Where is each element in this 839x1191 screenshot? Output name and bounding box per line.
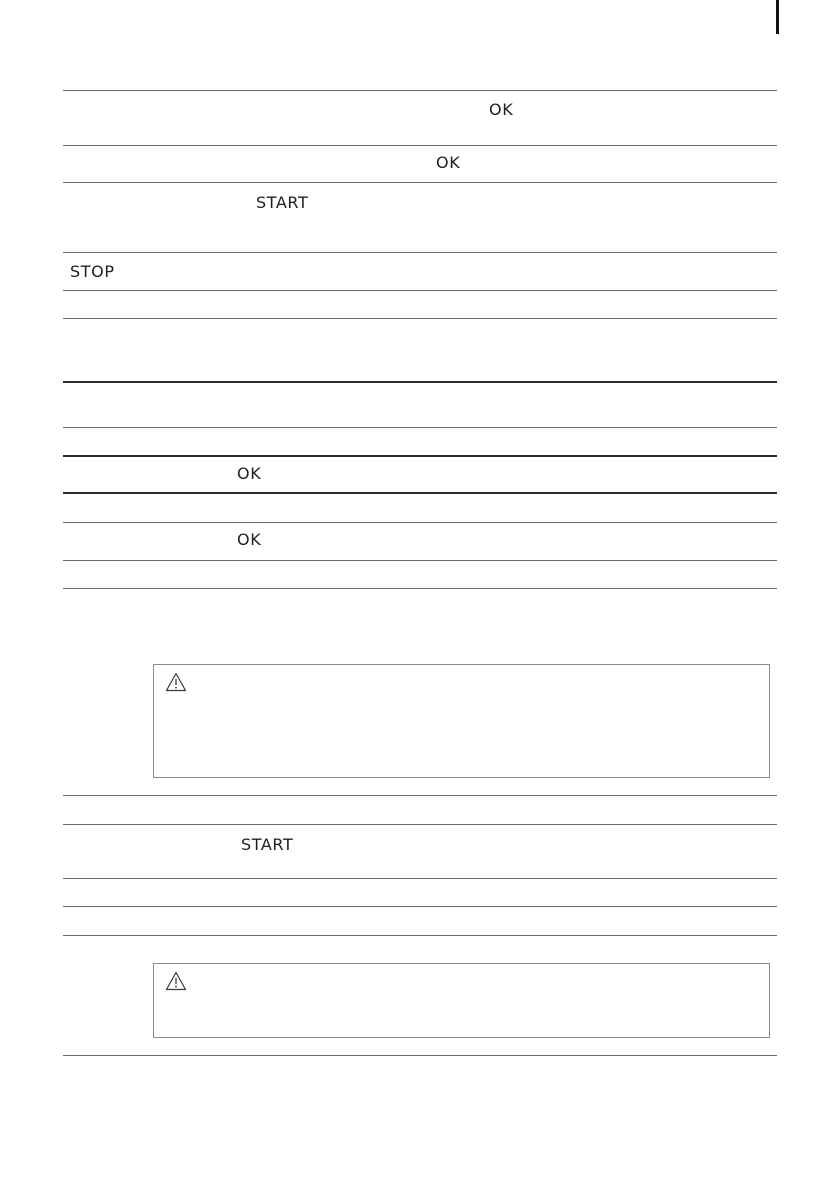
- warning-triangle-icon: [165, 672, 187, 692]
- table-row-divider: [63, 318, 777, 319]
- warning-box: [153, 664, 770, 778]
- table-row-divider: [63, 522, 777, 523]
- table-row-divider: [63, 878, 777, 879]
- page-edge-marker: [776, 0, 779, 34]
- table-row-divider: [63, 1055, 777, 1056]
- table-section-divider: [63, 381, 777, 383]
- ok-button-label: OK: [237, 464, 262, 483]
- table-row-divider: [63, 824, 777, 825]
- table-row-divider: [63, 145, 777, 146]
- table-row-divider: [63, 795, 777, 796]
- table-row-divider: [63, 560, 777, 561]
- table-row-divider: [63, 252, 777, 253]
- table-row-divider: [63, 935, 777, 936]
- ok-button-label: OK: [489, 100, 514, 119]
- table-row-divider: [63, 90, 777, 91]
- warning-triangle-icon: [165, 971, 187, 991]
- table-row-divider: [63, 182, 777, 183]
- ok-button-label: OK: [436, 153, 461, 172]
- ok-button-label: OK: [237, 530, 262, 549]
- table-row-divider: [63, 906, 777, 907]
- table-row-divider: [63, 588, 777, 589]
- table-section-divider: [63, 492, 777, 494]
- warning-box: [153, 963, 770, 1038]
- stop-button-label: STOP: [70, 262, 115, 281]
- start-button-label: START: [241, 835, 294, 854]
- table-section-divider: [63, 455, 777, 457]
- start-button-label: START: [256, 193, 309, 212]
- table-row-divider: [63, 427, 777, 428]
- table-row-divider: [63, 290, 777, 291]
